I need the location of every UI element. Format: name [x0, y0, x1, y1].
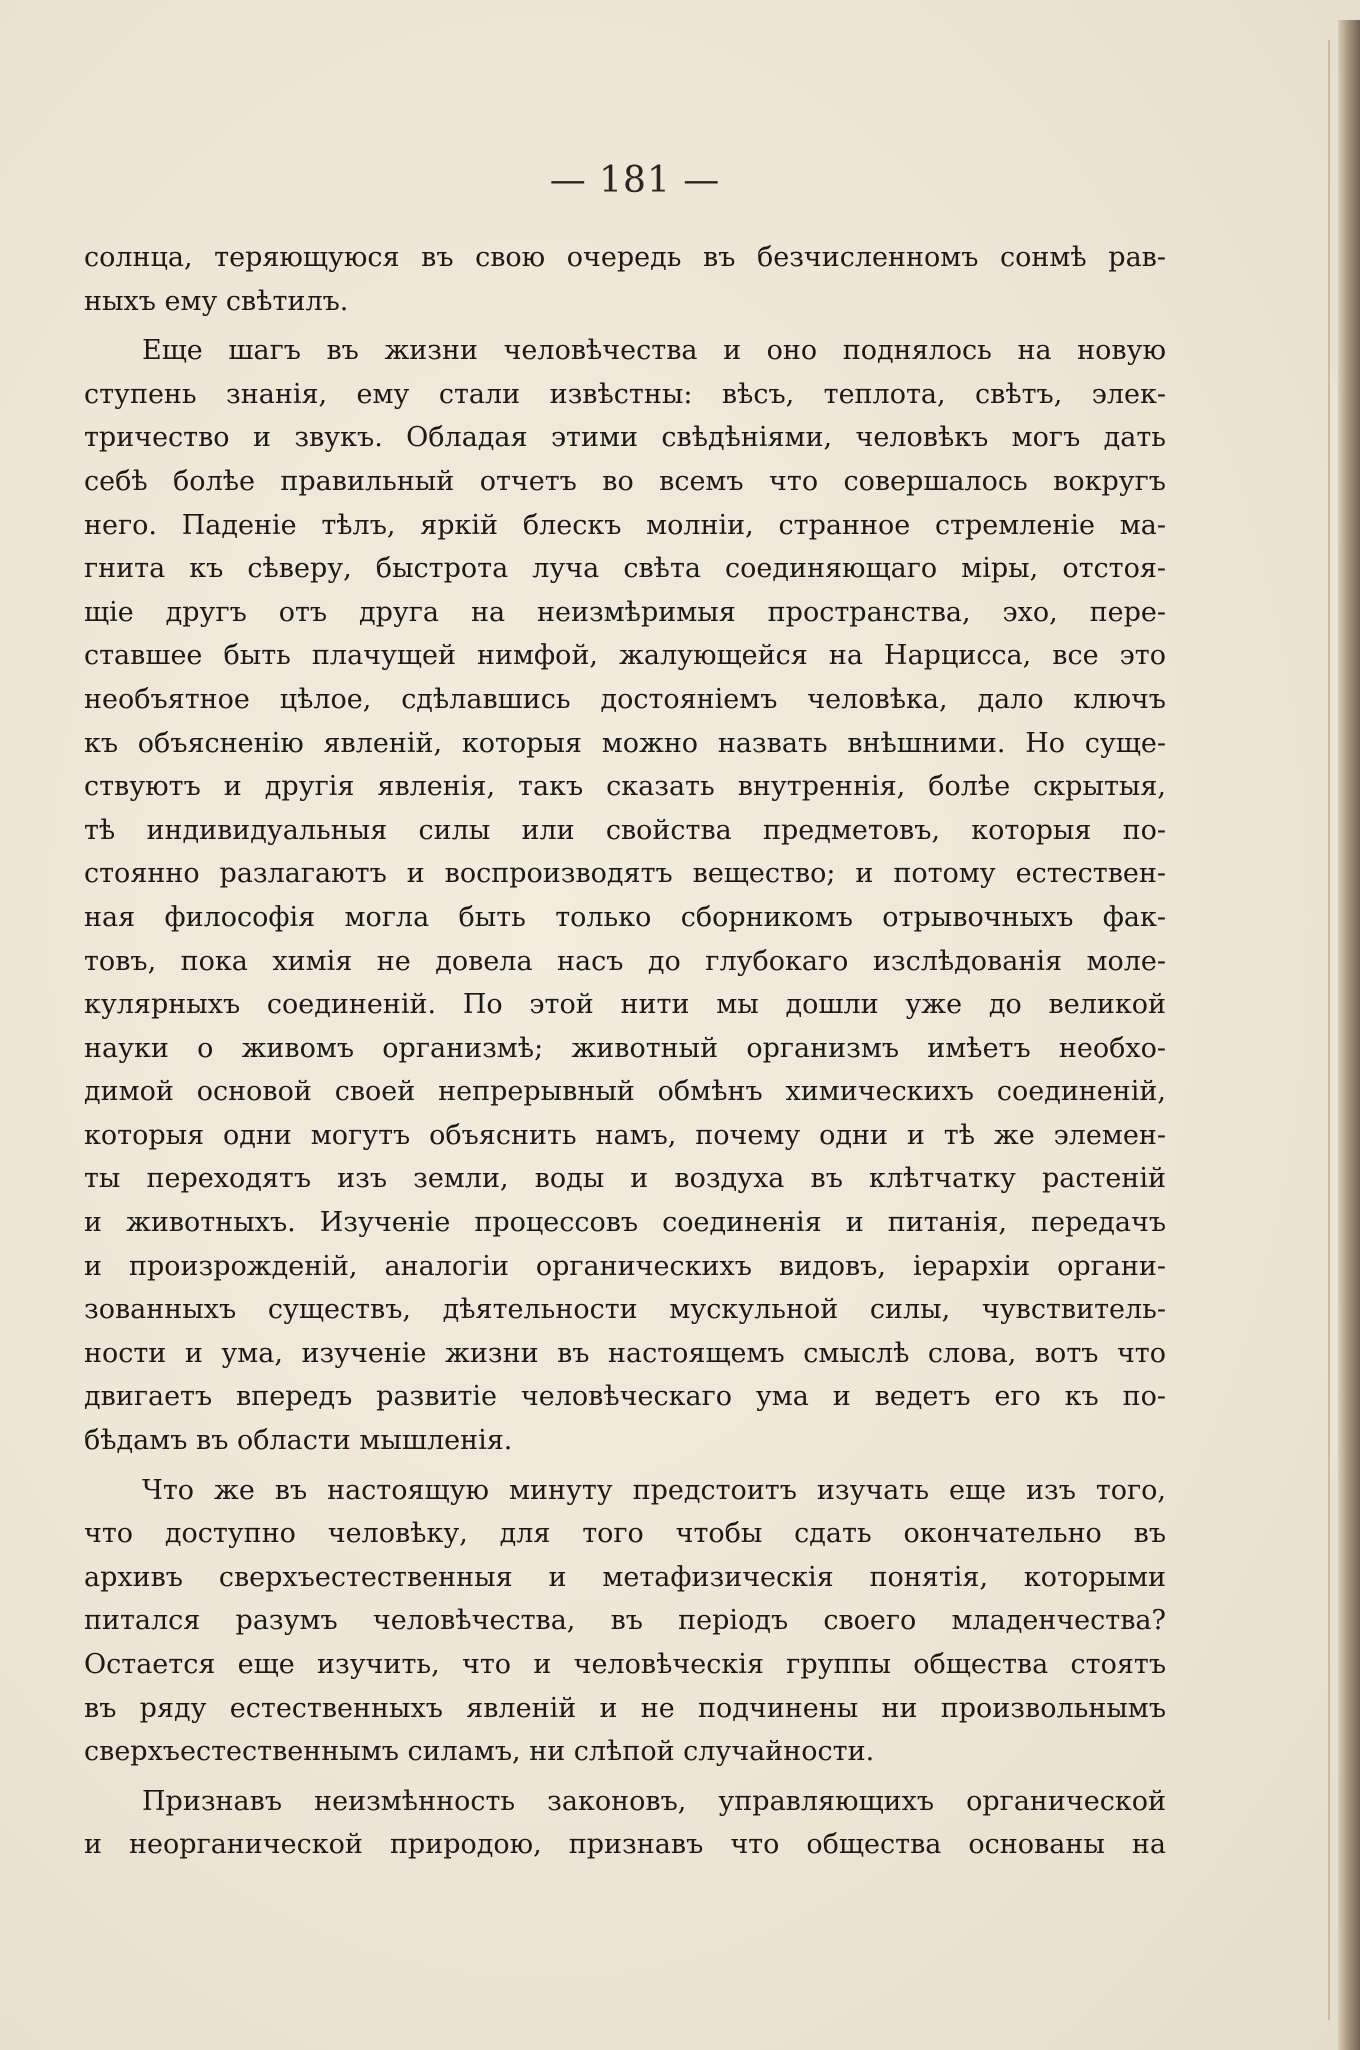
text-line: и произрожденій, аналогіи органическихъ видовъ, іерархіи органи- — [84, 1250, 1166, 1282]
text-line: ствуютъ и другія явленія, такъ сказать внутреннія, болѣе скрытыя, — [84, 771, 1166, 803]
text-line: Остается еще изучить, что и человѣческія группы общества стоятъ — [84, 1649, 1166, 1680]
text-line: тричество и звукъ. Обладая этими свѣдѣніями, человѣкъ могъ дать — [84, 422, 1166, 454]
text-line: товъ, пока химія не довела насъ до глубокаго изслѣдованія моле- — [84, 945, 1166, 977]
paragraph-4 — [84, 1780, 1166, 1867]
text-line: стоянно разлагаютъ и воспроизводятъ вещество; и потому естествен- — [84, 858, 1166, 890]
text-line: питался разумъ человѣчества, въ періодъ своего младенчества? — [84, 1605, 1166, 1637]
text-line: Еще шагъ въ жизни человѣчества и оно поднялось на новую — [142, 335, 1166, 367]
text-line: что доступно человѣку, для того чтобы сдать окончательно въ — [84, 1518, 1166, 1550]
text-line: зованныхъ существъ, дѣятельности мускульной силы, чувствитель- — [84, 1294, 1166, 1326]
text-line: бѣдамъ въ области мышленія. — [84, 1425, 513, 1457]
paragraph-3 — [84, 1469, 1166, 1774]
text-line: тѣ индивидуальныя силы или свойства предметовъ, которыя по- — [84, 814, 1166, 846]
text-line: архивъ сверхъестественныя и метафизическія понятія, которыми — [84, 1561, 1166, 1593]
text-line: двигаетъ впередъ развитіе человѣческаго ума и ведетъ его къ по- — [84, 1381, 1166, 1413]
page-edge-line — [1328, 40, 1330, 2020]
paragraph-2 — [84, 329, 1166, 1462]
text-line: ступень знанія, ему стали извѣстны: вѣсъ, теплота, свѣтъ, элек- — [84, 378, 1166, 410]
text-line: солнца, теряющуюся въ свою очередь въ безчисленномъ сонмѣ рав- — [84, 242, 1166, 273]
paragraph-1 — [84, 236, 1166, 323]
text-line: ты переходятъ изъ земли, воды и воздуха въ клѣтчатку растеній — [84, 1163, 1166, 1195]
text-line: кулярныхъ соединеній. По этой нити мы дошли уже до великой — [84, 989, 1166, 1021]
text-line: Что же въ настоящую минуту предстоитъ изучать еще изъ того, — [142, 1474, 1166, 1506]
text-line: щіе другъ отъ друга на неизмѣримыя пространства, эхо, пере- — [84, 596, 1166, 628]
text-line: сверхъестественнымъ силамъ, ни слѣпой случайности. — [84, 1736, 875, 1768]
text-line: Признавъ неизмѣнность законовъ, управляющихъ органической — [142, 1785, 1166, 1817]
text-line: ная философія могла быть только сборникомъ отрывочныхъ фак- — [84, 901, 1166, 933]
text-line: и неорганической природою, признавъ что общества основаны на — [84, 1829, 1166, 1861]
text-line: ныхъ ему свѣтилъ. — [84, 285, 349, 317]
text-line: него. Паденіе тѣлъ, яркій блескъ молніи, странное стремленіе ма- — [84, 509, 1166, 541]
page-number: — 181 — — [549, 160, 721, 201]
text-line: и животныхъ. Изученіе процессовъ соединенія и питанія, передачъ — [84, 1207, 1166, 1239]
body-text — [84, 236, 1166, 1867]
text-line: въ ряду естественныхъ явленій и не подчинены ни произвольнымъ — [84, 1692, 1166, 1724]
text-line: къ объясненію явленій, которыя можно назвать внѣшними. Но суще- — [84, 727, 1166, 759]
text-line: науки о живомъ организмѣ; животный организмъ имѣетъ необхо- — [84, 1032, 1166, 1064]
text-line: ности и ума, изученіе жизни въ настоящемъ смыслѣ слова, вотъ что — [84, 1337, 1166, 1369]
text-line: ставшее быть плачущей нимфой, жалующейся на Нарцисса, все это — [84, 640, 1166, 672]
text-line: димой основой своей непрерывный обмѣнъ химическихъ соединеній, — [84, 1076, 1166, 1108]
page-edge-shadow — [1338, 20, 1360, 2050]
text-line: которыя одни могутъ объяснить намъ, почему одни и тѣ же элемен- — [84, 1119, 1166, 1151]
text-line: необъятное цѣлое, сдѣлавшись достояніемъ человѣка, дало ключъ — [84, 683, 1166, 715]
text-line: себѣ болѣе правильный отчетъ во всемъ что совершалось вокругъ — [84, 465, 1166, 497]
text-line: гнита къ сѣверу, быстрота луча свѣта соединяющаго міры, отстоя- — [84, 553, 1166, 585]
